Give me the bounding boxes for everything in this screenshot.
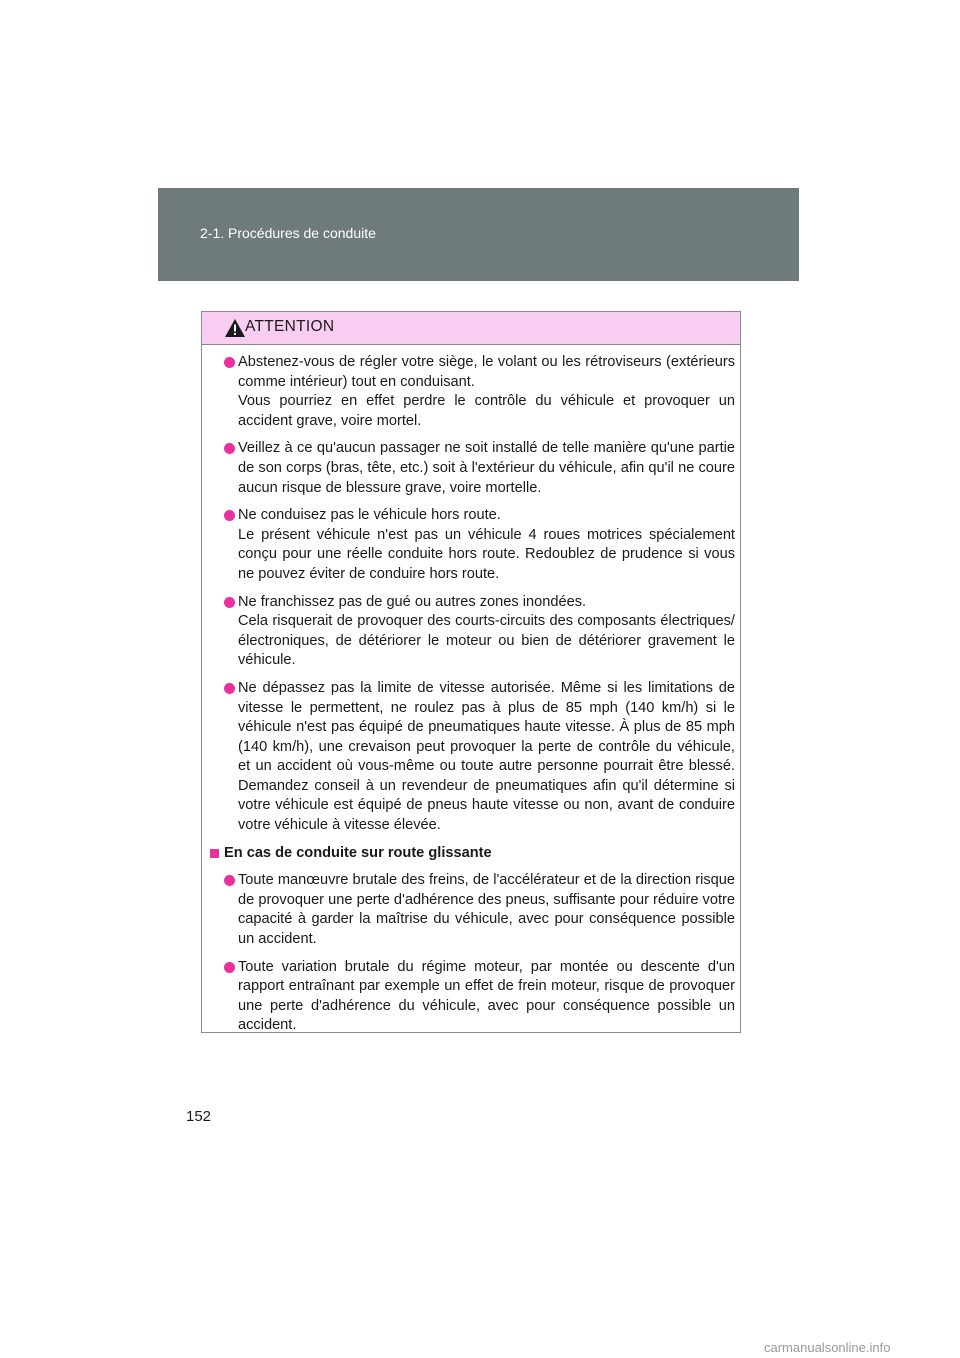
warning-body [202, 345, 740, 1036]
subsection-item [210, 958, 735, 1036]
bullet-dot-icon [224, 443, 235, 454]
warning-item-text: Veillez à ce qu'aucun passager ne soit installé de telle manière qu'une partie de son corps (bras, tête, etc.) soit à l'extérieur du véhicule, afin qu'il ne coure aucun risque de blessure grave, voire mortelle. [238, 440, 735, 496]
warning-item [210, 353, 735, 431]
subsection-item-text: Toute variation brutale du régime moteur, par montée ou descente d'un rapport entraînant par exemple un effet de frein moteur, risque de provoquer une perte d'adhérence du véhicule, avec pour conséquence possible un accident. [238, 958, 735, 1034]
subsection-heading-text: En cas de conduite sur route glissante [224, 844, 492, 861]
watermark: carmanualsonline.info [764, 1340, 891, 1355]
subsection-item-text: Toute manœuvre brutale des freins, de l'accélérateur et de la direction risque de provoquer une perte d'adhérence des pneus, suffisante pour réduire votre capacité à garder la maîtrise du véhicule, avec pour conséquence possible un accident. [238, 872, 735, 948]
bullet-dot-icon [224, 683, 235, 694]
warning-triangle-icon [224, 318, 246, 338]
bullet-dot-icon [224, 510, 235, 521]
warning-item-text: Ne dépassez pas la limite de vitesse autorisée. Même si les limitations de vitesse le permettent, ne roulez pas à plus de 85 mph (140 km/h) si le véhicule n'est pas équipé de pneumatiques haute vitesse. À plus de 85 mph (140 km/h), une crevaison peut provoquer la perte de contrôle du véhicule, et un accident où vous-même ou toute autre personne pourrait être blessé. Demandez conseil à un revendeur de pneumatiques afin qu'il détermine si votre véhicule est équipé de pneus haute vitesse ou non, avant de conduire votre véhicule à vitesse élevée. [238, 679, 735, 834]
warning-item [210, 439, 735, 498]
bullet-dot-icon [224, 597, 235, 608]
warning-box [201, 311, 741, 1033]
page-number: 152 [186, 1108, 212, 1125]
warning-item-text: Cela risquerait de provoquer des courts-circuits des composants électriques/électroniques, de détériorer le moteur ou bien de détériorer gravement le véhicule. [238, 613, 735, 669]
section-header-band [158, 188, 799, 281]
subsection-item [210, 871, 735, 949]
bullet-dot-icon [224, 875, 235, 886]
warning-item [210, 506, 735, 584]
bullet-dot-icon [224, 962, 235, 973]
warning-item-text: Le présent véhicule n'est pas un véhicule 4 roues motrices spécialement conçu pour une réelle conduite hors route. Redoublez de prudence si vous ne pouvez éviter de conduire hors route. [238, 526, 735, 582]
warning-item-text: Ne franchissez pas de gué ou autres zones inondées. [238, 593, 587, 610]
warning-item [210, 679, 735, 836]
warning-title: ATTENTION [245, 318, 335, 335]
warning-item-text: Abstenez-vous de régler votre siège, le volant ou les rétroviseurs (extérieurs comme intérieur) tout en conduisant. [238, 354, 735, 390]
section-title: 2-1. Procédures de conduite [200, 225, 376, 241]
warning-item-text: Vous pourriez en effet perdre le contrôle du véhicule et provoquer un accident grave, voire mortel. [238, 393, 735, 429]
square-bullet-icon [210, 849, 219, 858]
subsection-heading [210, 844, 735, 864]
bullet-dot-icon [224, 357, 235, 368]
warning-item-text: Ne conduisez pas le véhicule hors route. [238, 507, 501, 524]
warning-header [202, 312, 740, 345]
warning-item [210, 593, 735, 671]
